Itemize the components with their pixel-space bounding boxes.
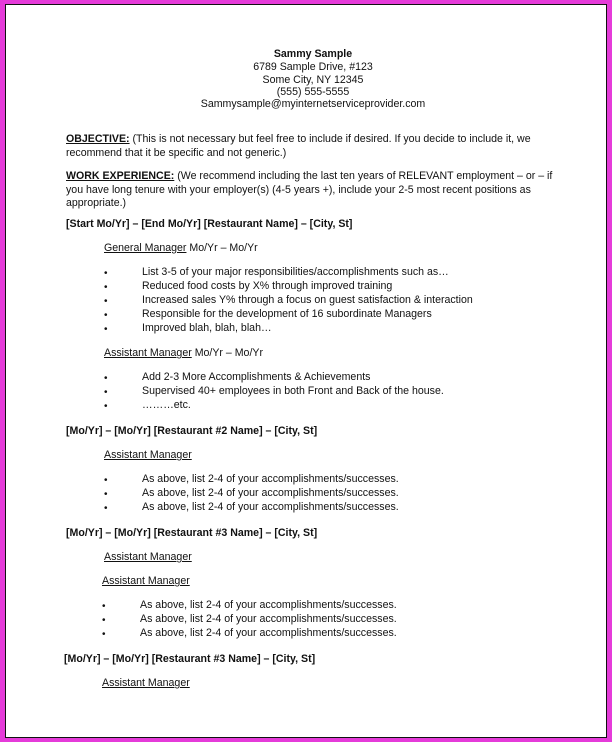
position-dates: Mo/Yr – Mo/Yr — [191, 347, 263, 359]
list-item: Improved blah, blah, blah… — [142, 322, 272, 334]
job-3-position-title-2: Assistant Manager — [102, 575, 190, 587]
bullet-icon: • — [104, 489, 108, 500]
bullet-icon: • — [102, 615, 106, 626]
job-2-header: [Mo/Yr] – [Mo/Yr] [Restaurant #2 Name] – [City, St] — [66, 425, 318, 437]
list-item: List 3-5 of your major responsibilities/accomplishments such as… — [142, 266, 449, 278]
work-experience-section — [66, 170, 564, 211]
list-item: ………etc. — [142, 399, 191, 411]
bullet-icon: • — [104, 373, 108, 384]
contact-address-line2: Some City, NY 12345 — [262, 74, 364, 86]
objective-section — [66, 133, 564, 160]
list-item: As above, list 2-4 of your accomplishments/successes. — [140, 599, 397, 611]
list-item: As above, list 2-4 of your accomplishments/successes. — [142, 487, 399, 499]
bullet-icon: • — [104, 401, 108, 412]
bullet-icon: • — [104, 268, 108, 279]
list-item: Reduced food costs by X% through improved training — [142, 280, 393, 292]
job-3-header: [Mo/Yr] – [Mo/Yr] [Restaurant #3 Name] – [City, St] — [66, 527, 318, 539]
job-3-position-title-1: Assistant Manager — [104, 551, 192, 563]
position-title: General Manager — [104, 242, 187, 254]
job-1-header: [Start Mo/Yr] – [End Mo/Yr] [Restaurant Name] – [City, St] — [66, 218, 353, 230]
job-4-position-title: Assistant Manager — [102, 677, 190, 689]
list-item: Responsible for the development of 16 subordinate Managers — [142, 308, 432, 320]
contact-phone: (555) 555-5555 — [276, 86, 350, 98]
contact-name: Sammy Sample — [273, 48, 353, 60]
list-item: As above, list 2-4 of your accomplishments/successes. — [140, 627, 397, 639]
work-experience-label: WORK EXPERIENCE: — [66, 170, 175, 182]
bullet-icon: • — [102, 601, 106, 612]
job-1-am-position — [104, 347, 263, 361]
bullet-icon: • — [104, 387, 108, 398]
objective-label: OBJECTIVE: — [66, 133, 130, 145]
bullet-icon: • — [104, 282, 108, 293]
position-dates: Mo/Yr – Mo/Yr — [186, 242, 258, 254]
bullet-icon: • — [104, 475, 108, 486]
work-experience-text: (We recommend including the last ten years of RELEVANT employment – or – if you have long tenure with your employer(s) (4-5 years +), include your 2-5 most recent positions as appropriate.) — [66, 170, 553, 210]
job-4-header: [Mo/Yr] – [Mo/Yr] [Restaurant #3 Name] – [City, St] — [64, 653, 316, 665]
list-item: Supervised 40+ employees in both Front and Back of the house. — [142, 385, 444, 397]
job-1-gm-position — [104, 242, 258, 256]
bullet-icon: • — [104, 296, 108, 307]
bullet-icon: • — [104, 324, 108, 335]
list-item: Increased sales Y% through a focus on guest satisfaction & interaction — [142, 294, 473, 306]
contact-address-line1: 6789 Sample Drive, #123 — [253, 61, 373, 73]
list-item: As above, list 2-4 of your accomplishments/successes. — [142, 501, 399, 513]
list-item: As above, list 2-4 of your accomplishments/successes. — [142, 473, 399, 485]
list-item: As above, list 2-4 of your accomplishments/successes. — [140, 613, 397, 625]
job-2-position-title: Assistant Manager — [104, 449, 192, 461]
objective-text: (This is not necessary but feel free to include if desired. If you decide to include it, we recommend that it be specific and not generic.) — [66, 133, 531, 159]
position-title: Assistant Manager — [104, 347, 192, 359]
list-item: Add 2-3 More Accomplishments & Achievements — [142, 371, 371, 383]
bullet-icon: • — [104, 503, 108, 514]
contact-email: Sammysample@myinternetserviceprovider.com — [200, 98, 426, 110]
bullet-icon: • — [102, 629, 106, 640]
bullet-icon: • — [104, 310, 108, 321]
